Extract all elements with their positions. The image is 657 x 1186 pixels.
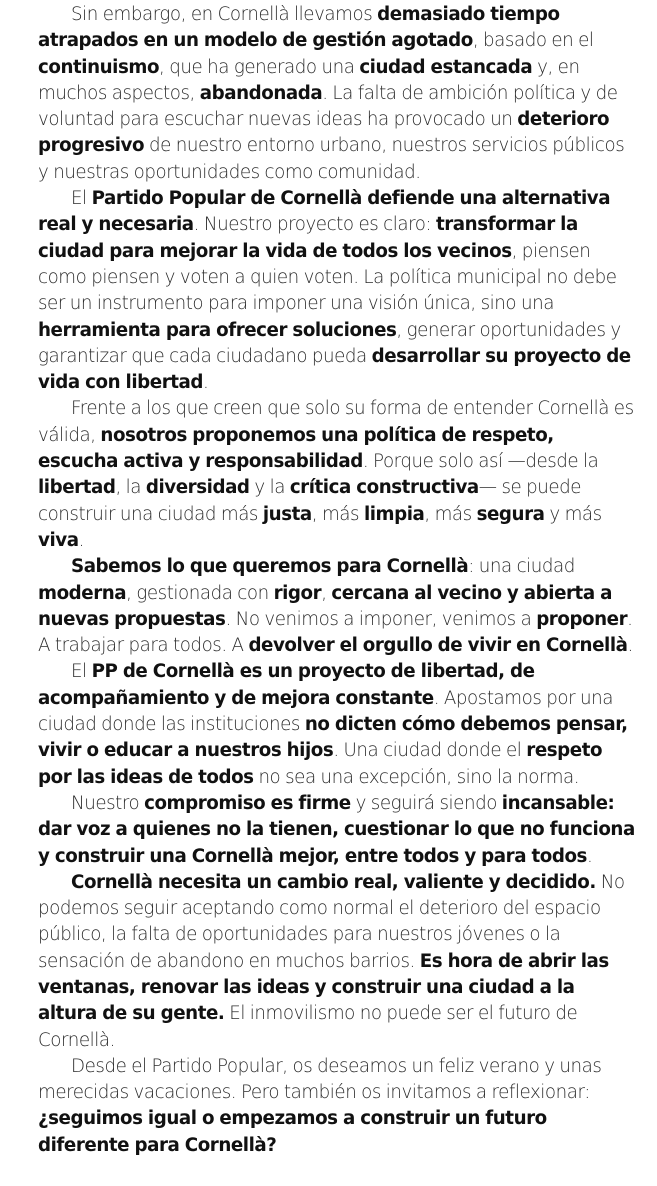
body-text: El	[71, 661, 92, 683]
body-text: , piensen como piensen y voten a quien voten. La política municipal no debe ser un instrumento para imponer una visión única, sino una	[38, 240, 617, 315]
bold-text: Partido Popular de Cornellà defiende una alternativa real y necesaria	[38, 188, 611, 236]
bold-text: incansable: dar voz a quienes no la tienen, cuestionar lo que no funciona y construir una Cornellà mejor, entre todos y para todos	[38, 792, 635, 867]
article-paragraph	[38, 659, 638, 790]
body-text: , más	[311, 503, 364, 525]
body-text: , más	[424, 503, 477, 525]
body-text: . Una ciudad donde el	[333, 740, 527, 762]
body-text: , la	[115, 477, 146, 499]
bold-text: justa	[262, 503, 312, 525]
article-paragraph	[38, 791, 638, 870]
bold-text: viva	[38, 529, 79, 551]
bold-text: respeto por las ideas de todos	[38, 740, 603, 788]
bold-text: segura	[476, 503, 545, 525]
bold-text: abandonada	[199, 82, 323, 104]
body-text: No podemos seguir aceptando como normal el deterioro del espacio público, la falta de oportunidades para nuestros jóvenes o la sensación de abandono en muchos barrios.	[38, 871, 625, 972]
body-text: , basado en el	[472, 30, 594, 52]
bold-text: nosotros proponemos una política de respeto, escucha activa y responsabilidad	[38, 424, 554, 473]
bold-text: rigor	[273, 582, 322, 604]
article-paragraph	[38, 186, 638, 396]
body-text: .	[203, 372, 209, 394]
body-text: Nuestro	[71, 792, 145, 814]
body-text: . La falta de ambición política y de voluntad para escuchar nuevas ideas ha provocado un	[38, 82, 618, 131]
body-text: . Nuestro proyecto es claro:	[193, 214, 436, 236]
bold-text: cercana al vecino y abierta a nuevas propuestas	[38, 582, 612, 630]
bold-text: no dicten cómo debemos pensar, vivir o educar a nuestros hijos	[38, 714, 628, 762]
body-text: no sea una excepción, sino la norma.	[253, 766, 580, 788]
body-text: , generar oportunidades y garantizar que cada ciudadano pueda	[38, 319, 621, 367]
body-text: : una ciudad	[468, 556, 575, 578]
bold-text: PP de Cornellà es un proyecto de libertad, de acompañamiento y de mejora constante	[38, 661, 535, 709]
body-text: , gestionada con	[126, 582, 274, 604]
bold-text: diversidad	[145, 477, 250, 499]
bold-text: ¿seguimos igual o empezamos a construir un futuro diferente para Cornellà?	[38, 1108, 547, 1156]
body-text: y, en muchos aspectos,	[38, 56, 580, 104]
bold-text: proponer	[536, 608, 628, 630]
article-paragraph	[38, 2, 638, 186]
body-text: y más	[544, 503, 602, 525]
bold-text: Es hora de abrir las ventanas, renovar las ideas y construir una ciudad a la altura de su gente.	[38, 950, 609, 1025]
bold-text: herramienta para ofrecer soluciones	[38, 319, 397, 341]
body-text: y seguirá siendo	[350, 792, 502, 814]
body-text: Frente a los que creen que solo su forma de entender Cornellà es válida,	[38, 398, 634, 446]
body-text: . Apostamos por una ciudad donde las instituciones	[38, 687, 613, 736]
body-text: de nuestro entorno urbano, nuestros servicios públicos y nuestras oportunidades como comunidad.	[38, 135, 625, 183]
bold-text: compromiso es firme	[144, 792, 351, 814]
bold-text: demasiado tiempo atrapados en un modelo de gestión agotado	[38, 4, 560, 52]
bold-text: desarrollar su proyecto de vida con libertad	[38, 345, 631, 394]
bold-text: continuismo	[38, 56, 160, 78]
article-paragraph	[38, 1054, 638, 1159]
body-text: — se puede construir una ciudad más	[38, 477, 582, 525]
body-text: . No venimos a imponer, venimos a	[225, 608, 537, 630]
body-text: El inmovilismo no puede ser el futuro de Cornellà.	[38, 1003, 578, 1051]
bold-text: ciudad estancada	[359, 56, 533, 78]
bold-text: limpia	[363, 503, 425, 525]
body-text: .	[627, 635, 633, 657]
article-paragraph	[38, 396, 638, 554]
article-paragraph	[38, 554, 638, 659]
bold-text: moderna	[38, 582, 127, 604]
article-paragraph	[38, 870, 638, 1054]
bold-text: Sabemos lo que queremos para Cornellà	[71, 556, 469, 578]
bold-text: transformar la ciudad para mejorar la vida de todos los vecinos	[38, 214, 578, 262]
bold-text: crítica constructiva	[289, 477, 479, 499]
body-text: y la	[249, 477, 290, 499]
bold-text: libertad	[38, 477, 116, 499]
bold-text: deterioro progresivo	[38, 109, 610, 157]
bold-text: devolver el orgullo de vivir en Cornellà	[248, 635, 628, 657]
bold-text: Cornellà necesita un cambio real, valiente y decidido.	[71, 871, 596, 893]
body-text: .	[586, 845, 593, 867]
body-text: . A trabajar para todos. A	[38, 608, 633, 657]
body-text: Sin embargo, en Cornellà llevamos	[71, 4, 378, 25]
body-text: .	[78, 529, 84, 551]
body-text: . Porque solo así —desde la	[362, 451, 599, 473]
article-body	[38, 2, 638, 1159]
body-text: El	[71, 188, 92, 210]
body-text: Desde el Partido Popular, os deseamos un feliz verano y unas merecidas vacaciones. Pero también os invitamos a reflexionar:	[38, 1055, 602, 1104]
body-text: , que ha generado una	[159, 56, 360, 78]
body-text: ,	[321, 582, 332, 604]
